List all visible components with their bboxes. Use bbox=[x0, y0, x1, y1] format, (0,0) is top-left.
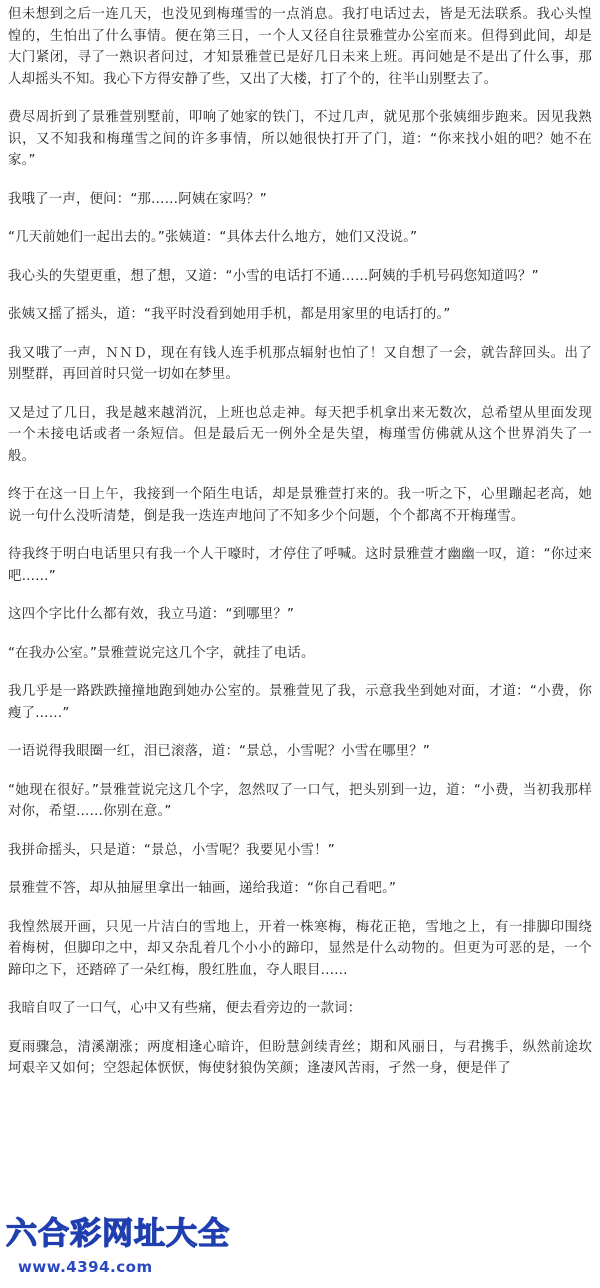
watermark-title: 六合彩网址大全 bbox=[6, 1216, 230, 1252]
paragraph-17: 景雅萱不答，却从抽屉里拿出一轴画，递给我道：“你自己看吧。” bbox=[8, 881, 397, 896]
paragraph-7: 我又哦了一声，ＮＮＤ，现在有钱人连手机那点辐射也怕了！又自想了一会，就告辞回头。出了别墅群，再回首时只觉一切如在梦里。 bbox=[8, 345, 592, 382]
paragraph-16: 我拼命摇头，只是道：“景总，小雪呢？我要见小雪！” bbox=[8, 842, 335, 858]
paragraph-13: 我几乎是一路跌跌撞撞地跑到她办公室的。景雅萱见了我，示意我坐到她对面，才道：“小费，你瘦了……” bbox=[8, 684, 592, 721]
paragraph-3: 我哦了一声，便问：“那……阿姨在家吗？” bbox=[8, 191, 267, 207]
watermark-banner-link[interactable] bbox=[0, 1214, 230, 1288]
paragraph-18: 我惶然展开画，只见一片洁白的雪地上，开着一株寒梅，梅花正艳，雪地之上，有一排脚印围绕着梅树，但脚印之中，却又杂乱着几个小小的蹄印，显然是什么动物的。但更为可恶的是，一个蹄印之下，还踏碎了一朵红梅，殷红胜血，夺人眼目…… bbox=[8, 919, 592, 978]
paragraph-20: 夏雨骤急，清溪潮涨；两度相逢心暗许，但盼慧剑续青丝；期和风丽日，与君携手，纵然前途坎坷艰辛又如何；空怨起体恹恹，悔使豺狼伪笑颜；逢凄风苦雨，孑然一身，便是伴了 bbox=[8, 1039, 592, 1076]
paragraph-19: 我暗自叹了一口气，心中又有些痛，便去看旁边的一款词： bbox=[8, 1001, 362, 1016]
paragraph-6: 张姨又摇了摇头，道：“我平时没看到她用手机，都是用家里的电话打的。” bbox=[8, 307, 451, 322]
paragraph-8: 又是过了几日，我是越来越消沉，上班也总走神。每天把手机拿出来无数次，总希望从里面发现一个未接电话或者一条短信。但是最后无一例外全是失望，梅瑾雪仿佛就从这个世界消失了一般。 bbox=[8, 405, 592, 464]
paragraph-15: “她现在很好。”景雅萱说完这几个字，忽然叹了一口气，把头别到一边，道：“小费，当初我那样对你，希望……你别在意。” bbox=[8, 782, 592, 819]
paragraph-4: “几天前她们一起出去的。”张姨道：“具体去什么地方，她们又没说。” bbox=[8, 230, 418, 245]
paragraph-11: 这四个字比什么都有效，我立马道：“到哪里？” bbox=[8, 607, 295, 622]
paragraph-12: “在我办公室。”景雅萱说完这几个字，就挂了电话。 bbox=[8, 645, 315, 661]
paragraph-2: 费尽周折到了景雅萱别墅前，叩响了她家的铁门，不过几声，就见那个张姨细步跑来。因见我熟识，又不知我和梅瑾雪之间的许多事情，所以她很快打开了门，道：“你来找小姐的吧？她不在家。” bbox=[8, 110, 592, 168]
paragraph-10: 待我终于明白电话里只有我一个人干嚎时，才停住了呼喊。这时景雅萱才幽幽一叹，道：“你过来吧……” bbox=[8, 547, 592, 584]
article-body bbox=[8, 4, 592, 1097]
watermark-url: www.4394.com bbox=[18, 1258, 153, 1276]
paragraph-9: 终于在这一日上午，我接到一个陌生电话，却是景雅萱打来的。我一听之下，心里蹦起老高，她说一句什么没听清楚，倒是我一迭连声地问了不知多少个问题，个个都离不开梅瑾雪。 bbox=[8, 487, 592, 524]
paragraph-1: 但未想到之后一连几天，也没见到梅瑾雪的一点消息。我打电话过去，皆是无法联系。我心头惶惶的，生怕出了什么事情。便在第三日，一个人又径自往景雅萱办公室而来。但得到此间，却是大门紧闭，寻了一熟识者问过，才知景雅萱已是好几日未来上班。再问她是不是出了什么事，那人却摇头不知。我心下方得安静了些，又出了大楼，打了个的，往半山别墅去了。 bbox=[8, 7, 592, 87]
paragraph-5: 我心头的失望更重，想了想，又道：“小雪的电话打不通……阿姨的手机号码您知道吗？” bbox=[8, 268, 539, 284]
paragraph-14: 一语说得我眼圈一红，泪已滚落，道：“景总，小雪呢？小雪在哪里？” bbox=[8, 744, 430, 759]
